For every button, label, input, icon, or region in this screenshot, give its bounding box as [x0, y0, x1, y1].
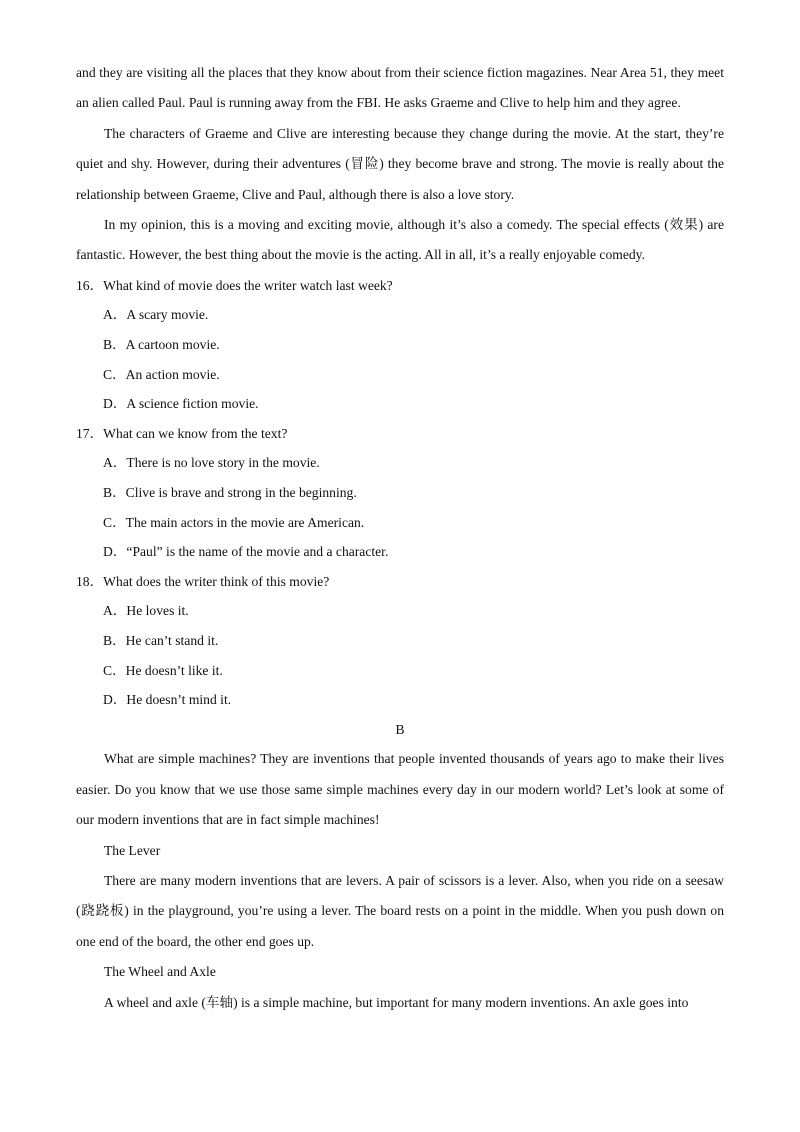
- option-b: B．Clive is brave and strong in the beginning.: [103, 485, 357, 500]
- option-a: A．A scary movie.: [103, 307, 209, 323]
- question-stem: 16．What kind of movie does the writer watch last week?: [76, 277, 393, 293]
- option-a: A．He loves it.: [103, 603, 189, 619]
- passage-a-paragraph-2: The characters of Graeme and Clive are interesting because they change during the movie. At the start, they’re quiet and shy. However, during their adventures (冒险) they become brave and strong. The movie is really about the relationship between Graeme, Clive and Paul, although there is also a love story.: [76, 125, 724, 202]
- option-c: C．An action movie.: [103, 366, 220, 382]
- passage-a-paragraph-1: and they are visiting all the places that they know about from their science fiction magazines. Near Area 51, they meet an alien called Paul. Paul is running away from the FBI. He asks Graeme and Clive to help him and they agree.: [76, 65, 724, 111]
- passage-b-lever-paragraph: There are many modern inventions that are levers. A pair of scissors is a lever. Also, when you ride on a seesaw (跷跷板) in the playground, you’re using a lever. The board rests on a point in the middle. When you push down on one end of the board, the other end goes up.: [76, 872, 724, 949]
- question-18: [76, 567, 724, 715]
- question-stem: 18．What does the writer think of this movie?: [76, 573, 330, 589]
- option-d: D．He doesn’t mind it.: [103, 692, 232, 708]
- passage-b-wheel-paragraph: A wheel and axle (车轴) is a simple machine, but important for many modern inventions. An axle goes into: [104, 994, 689, 1010]
- option-c: C．He doesn’t like it.: [103, 662, 223, 678]
- option-b: B．He can’t stand it.: [103, 632, 219, 648]
- heading-wheel-and-axle: The Wheel and Axle: [104, 964, 216, 980]
- passage-a-paragraph-3: In my opinion, this is a moving and exciting movie, although it’s also a comedy. The special effects (效果) are fantastic. However, the best thing about the movie is the acting. All in all, it’s a really enjoyable comedy.: [76, 217, 724, 263]
- heading-lever: The Lever: [104, 842, 161, 858]
- option-b: B．A cartoon movie.: [103, 337, 220, 353]
- option-d: D．“Paul” is the name of the movie and a character.: [103, 544, 389, 560]
- question-17: [76, 419, 724, 567]
- passage-b-intro: What are simple machines? They are inventions that people invented thousands of years ago to make their lives easier. Do you know that we use those same simple machines every day in our modern world? Let’s look at some of our modern inventions that are in fact simple machines!: [76, 751, 724, 828]
- option-d: D．A science fiction movie.: [103, 396, 259, 412]
- question-stem: 17．What can we know from the text?: [76, 425, 288, 441]
- section-label-b: B: [395, 721, 405, 737]
- option-a: A．There is no love story in the movie.: [103, 455, 320, 471]
- question-16: [76, 271, 724, 419]
- option-c: C．The main actors in the movie are American.: [103, 514, 365, 530]
